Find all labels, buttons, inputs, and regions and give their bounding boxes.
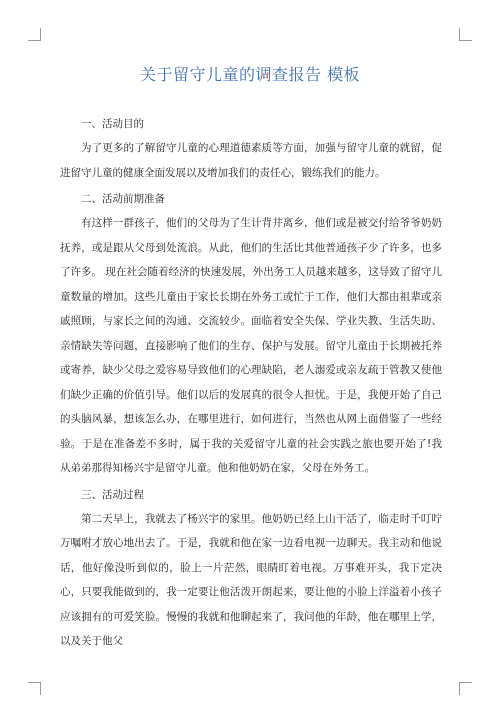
crop-mark-top-right — [459, 28, 472, 41]
paragraph-process: 第二天早上，我就去了杨兴宇的家里。他奶奶已经上山干活了，临走时千叮咛万嘱咐才放心地出去了。于是，我就和他在家一边看电视一边聊天。我主动和他说话，他好像没听到似的，脸上一片茫然，眼睛盯着电视。万事难开头，我下定决心，只要我能做到的，我一定要让他活泼开朗起来，要让他的小脸上洋溢着小孩子应该拥有的可爱笑脸。慢慢的我就和他聊起来了，我问他的年龄，他在哪里上学，以及关于他父 — [60, 512, 442, 647]
section-heading-purpose: 一、活动目的 — [81, 118, 144, 130]
crop-mark-top-left — [28, 28, 41, 41]
document-body — [60, 112, 442, 654]
section-heading-process: 三、活动过程 — [81, 488, 144, 501]
section-heading-preparation: 二、活动前期准备 — [81, 193, 165, 205]
paragraph-purpose: 为了更多的了解留守儿童的心理道德素质等方面，加强与留守儿童的就留，促进留守儿童的健康全面发展以及增加我们的责任心，锻练我们的能力。 — [60, 142, 442, 179]
crop-mark-bottom-left — [28, 682, 41, 695]
document-title: 关于留守儿童的调查报告 模板 — [139, 65, 361, 84]
paragraph-preparation: 有这样一群孩子，他们的父母为了生计背井离乡，他们或是被交付给爷爷奶奶抚养，或是跟从父母到处流浪。从此，他们的生活比其他普通孩子少了许多，也多了许多。 现在社会随着经济的快速发展，外出务工人员越来越多，这导致了留守儿童数量的增加。这些儿童由于家长长期在外务工或忙于工作，他们大都由祖辈或亲戚照顾，与家长之间的沟通、交流较少。面临着安全失保、学业失教、生活失助、亲情缺失等问题，直接影响了他们的生存、保护与发展。留守儿童由于长期被托养或寄养，缺少父母之爱容易导致他们的心理缺陷，老人溺爱或亲友疏于管教又使他们缺少正确的价值引导。他们以后的发展真的很令人担忧。于是，我便开始了自己的头脑风暴，想该怎么办，在哪里进行，如何进行，当然也从网上面借鉴了一些经验。于是在准备差不多时，属于我的关爱留守儿童的社会实践之旅也要开始了!我从弟弟那得知杨兴宇是留守儿童。他和他奶奶在家，父母在外务工。 — [60, 217, 442, 474]
crop-mark-bottom-right — [459, 682, 472, 695]
